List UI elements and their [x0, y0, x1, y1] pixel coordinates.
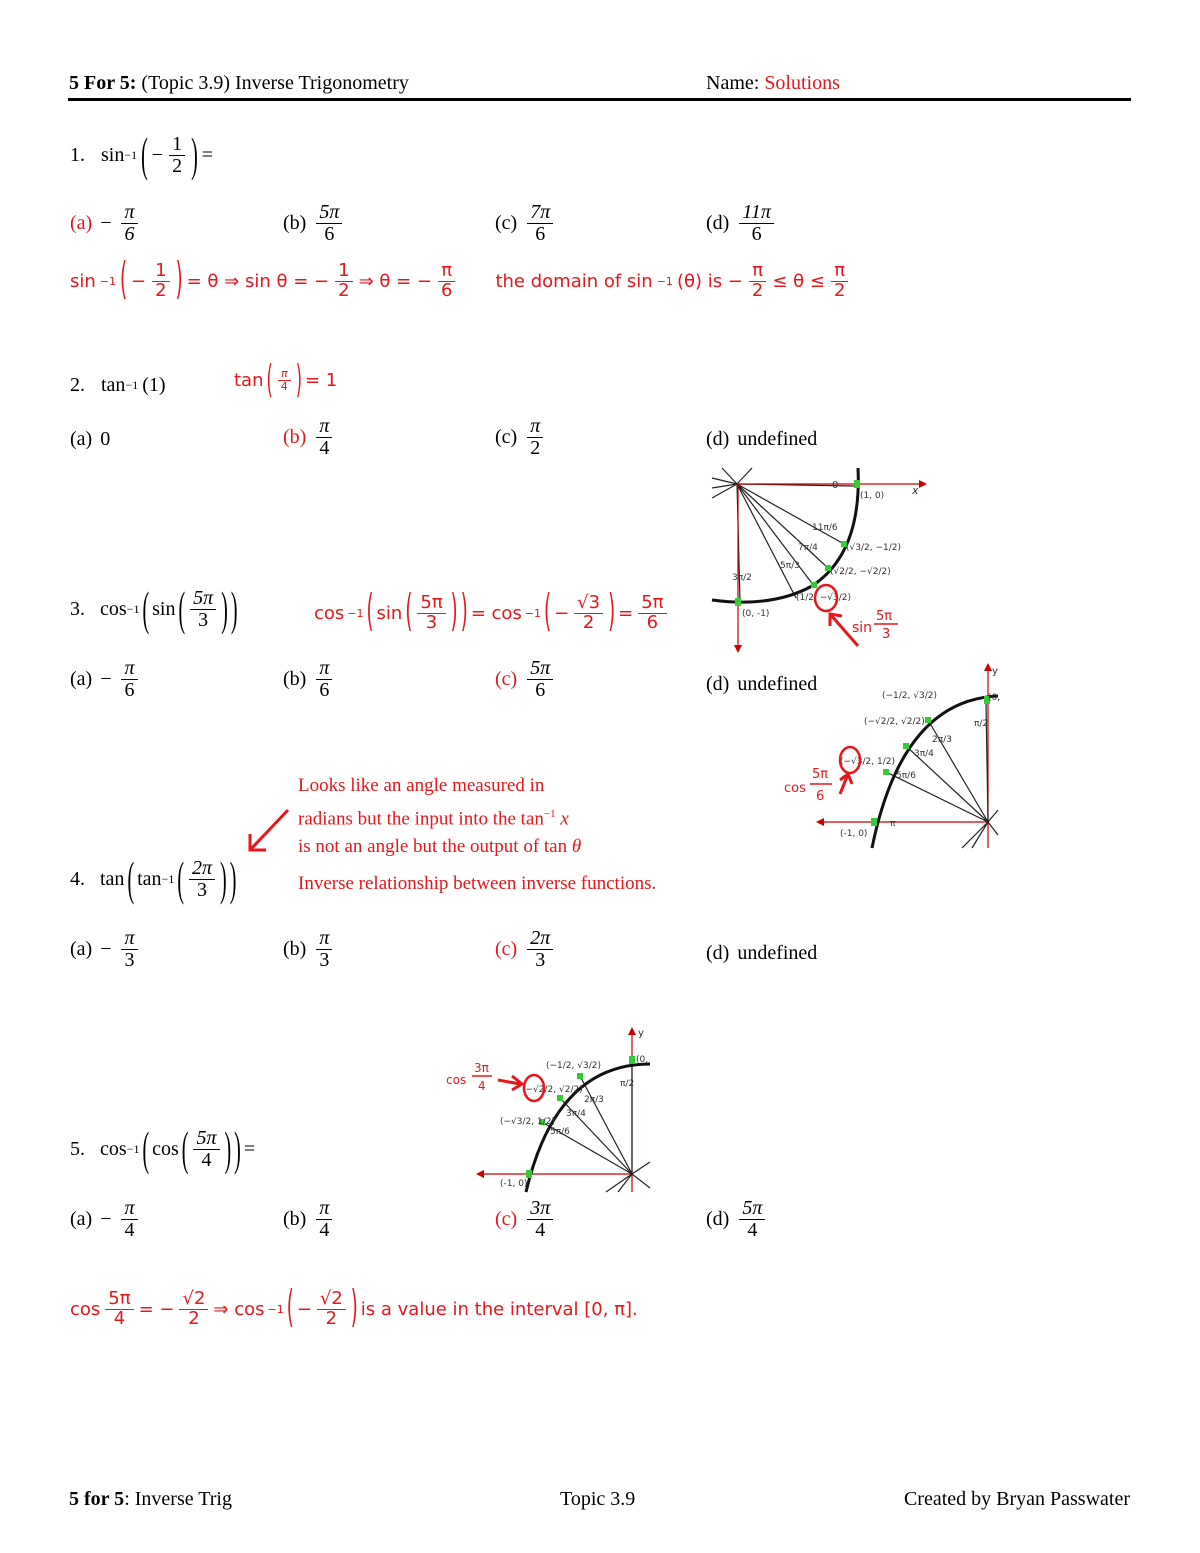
q4-note-line1: Looks like an angle measured in	[298, 775, 545, 796]
q3-work-exp2: −1	[524, 606, 542, 620]
point-b-label: (√2/2, −√2/2)	[830, 567, 891, 577]
q1-domain-mid: (θ) is −	[676, 270, 743, 292]
q3-d-label: (d)	[706, 673, 730, 695]
q4-option-a[interactable]	[70, 928, 140, 971]
q4-a-frac	[121, 928, 137, 971]
q3-work-ans	[638, 594, 666, 633]
q4-note3a: is not an angle but the output of tan	[298, 836, 568, 858]
footer-series: 5 for 5	[69, 1488, 125, 1510]
q3-c-num: 5π	[527, 658, 553, 680]
q3-work-cos: cos	[314, 602, 345, 624]
q4-c-den: 3	[535, 949, 546, 971]
axis-y-label: y	[638, 1028, 644, 1039]
note-num-label: 5π	[812, 767, 829, 782]
q5-exp: −1	[126, 1142, 140, 1156]
q1-lparen: (	[141, 129, 148, 182]
q4-prompt: 4. tan ( tan −1 ( $\frac{2\pi}{3}$ ) )	[70, 853, 237, 906]
q1-a-frac	[121, 202, 137, 245]
q4-a-den: 3	[124, 949, 135, 971]
q5-work-frac	[105, 1290, 133, 1329]
q3-c-label: (c)	[495, 668, 518, 690]
q1-a-den: 6	[124, 223, 135, 245]
q1-b-num: 5π	[316, 202, 342, 224]
q5-frac	[193, 1128, 219, 1171]
y-axis-arrow-icon	[628, 1027, 636, 1035]
point-a-label: (−1/2, √3/2)	[882, 691, 937, 701]
name-label: Name:	[706, 72, 760, 94]
q5-work-den: 4	[113, 1307, 126, 1329]
q3-prompt: 3. cos −1 ( sin ( $\frac{5\pi}{3}$ ) )	[70, 583, 238, 636]
q5-b-frac	[316, 1198, 332, 1241]
q1-work-num2: 1	[335, 262, 352, 282]
axis-x-label: x	[912, 484, 919, 497]
note-sin-label: sin	[852, 620, 873, 636]
q3-work-frac	[417, 594, 445, 633]
q3-work-exp: −1	[347, 606, 364, 620]
q5-a-label: (a)	[70, 1208, 93, 1230]
x-axis-arrow-icon	[816, 818, 824, 826]
q2-work-tan: tan	[234, 369, 264, 391]
q5-option-a[interactable]	[70, 1198, 140, 1241]
q1-c-num: 7π	[527, 202, 553, 224]
q1-b-frac	[316, 202, 342, 245]
q1-work-frac2	[335, 262, 352, 301]
q5-d-den: 4	[747, 1219, 758, 1241]
q3-den: 3	[198, 609, 209, 631]
q1-number: 1.	[70, 144, 85, 166]
q2-b-label: (b)	[283, 426, 307, 448]
angle-11pi6-label: 11π/6	[812, 523, 838, 533]
footer-title: : Inverse Trig	[124, 1488, 232, 1510]
q3-number: 3.	[70, 598, 85, 620]
q1-work-frac	[152, 262, 169, 301]
x-axis-arrow-icon	[476, 1170, 484, 1178]
q4-note-line4: Inverse relationship between inverse functions.	[298, 873, 657, 894]
q1-domain-exp: −1	[656, 274, 673, 288]
q5-prompt: 5. cos −1 ( cos ( $\frac{5\pi}{4}$ ) ) =	[70, 1123, 256, 1176]
q3-sin: sin	[152, 598, 176, 620]
note-den-label: 4	[478, 1079, 486, 1093]
q4-option-b[interactable]	[283, 928, 334, 971]
q5-work-num: 5π	[105, 1290, 133, 1310]
q2-prompt	[70, 374, 166, 397]
q4-note2exp: −1	[543, 808, 556, 820]
q2-b-num: π	[316, 416, 332, 438]
q5-work-two2: 2	[325, 1307, 338, 1329]
q5-option-b[interactable]	[283, 1198, 334, 1241]
q1-b-den: 6	[324, 223, 335, 245]
q4-a-num: π	[121, 928, 137, 950]
q1-exp: −1	[124, 148, 138, 162]
q1-option-b[interactable]	[283, 202, 344, 245]
q1-d-den: 6	[751, 223, 762, 245]
q2-c-den: 2	[530, 437, 541, 459]
q4-number: 4.	[70, 868, 85, 890]
q1-rparen: )	[191, 129, 198, 182]
q3-c-frac	[527, 658, 553, 701]
q5-d-frac	[739, 1198, 765, 1241]
q1-d-frac	[739, 202, 774, 245]
q5-cos: cos	[100, 1138, 127, 1160]
q1-domain-frac2	[831, 262, 848, 301]
q3-a-den: 6	[124, 679, 135, 701]
q4-note3b: θ	[571, 836, 582, 858]
q5-work-eq: = −	[138, 1298, 175, 1320]
q1-work-num: 1	[152, 262, 169, 282]
q1-prompt	[70, 129, 214, 182]
q1-work-mid: = θ ⇒ sin θ = −	[186, 270, 330, 292]
q3-work-eq1: = cos	[470, 602, 522, 624]
unit-circle-diagram-1	[712, 468, 937, 653]
q1-domain-two1: 2	[751, 279, 764, 301]
q1-work: sin −1 ( − $\frac{1}{2}$ ) = θ ⇒ sin θ = − $\frac{1}{2}$ ⇒ θ = − $\frac{\pi}{6}$ the domain of sin −1 (θ) is − $\frac{\pi}{2}$ ≤ θ ≤ $\frac{\pi}{2}$	[70, 262, 850, 301]
point-m1-0-label: (-1, 0)	[840, 829, 868, 839]
angle-pi2-label: π/2	[974, 719, 989, 729]
q5-work-rad2: √2	[317, 1290, 346, 1310]
q5-d-num: 5π	[739, 1198, 765, 1220]
axis-y-label: y	[992, 666, 998, 677]
q3-c-den: 6	[535, 679, 546, 701]
q1-domain-ineq: ≤ θ ≤	[772, 270, 825, 292]
unit-circle-diagram-2	[782, 660, 1001, 848]
q2-work-den: 4	[280, 379, 288, 393]
q5-den: 4	[201, 1149, 212, 1171]
q1-func: sin	[101, 144, 125, 166]
q3-work-frac2	[574, 594, 603, 633]
q3-option-a[interactable]	[70, 658, 140, 701]
note-cos-label: cos	[784, 781, 806, 796]
note-num-label: 5π	[876, 609, 893, 624]
q4-arrow-icon	[244, 808, 292, 854]
unit-circle-diagram-3	[446, 1024, 650, 1192]
q5-c-frac	[527, 1198, 553, 1241]
q4-tan: tan	[100, 868, 125, 890]
angle-pi2-label: π/2	[620, 1079, 635, 1089]
angle-2pi3-label: 2π/3	[932, 735, 952, 745]
q2-option-a[interactable]	[70, 428, 110, 451]
footer-center: Topic 3.9	[560, 1488, 636, 1510]
q4-d-val: undefined	[737, 942, 818, 964]
q1-domain-pi1: π	[749, 262, 766, 282]
q1-work-frac3	[438, 262, 455, 301]
q1-work-den2: 2	[338, 279, 350, 301]
q4-d-label: (d)	[706, 942, 730, 964]
q5-work-tail: is a value in the interval [0, π].	[360, 1298, 638, 1320]
q1-option-d[interactable]	[706, 202, 776, 245]
q1-d-num: 11π	[739, 202, 774, 224]
q2-b-den: 4	[319, 437, 330, 459]
q3-work-two: 2	[582, 611, 595, 633]
q5-c-den: 4	[535, 1219, 546, 1241]
q5-b-label: (b)	[283, 1208, 307, 1230]
q5-a-sign: −	[100, 1208, 112, 1230]
q4-option-c[interactable]	[495, 928, 555, 971]
q2-d-val: undefined	[737, 428, 818, 450]
q3-b-frac	[316, 658, 332, 701]
q1-equals: =	[201, 144, 214, 166]
q2-c-frac	[527, 416, 543, 459]
q3-a-sign: −	[100, 668, 112, 690]
angle-3pi4-label: 3π/4	[914, 749, 934, 759]
q1-num: 1	[169, 134, 185, 156]
q5-work: cos $\frac{5\pi}{4}$ = − $\frac{√2}{2}$ ⇒ cos −1 ( − $\frac{√2}{2}$ ) is a value in the interval [0, π].	[70, 1282, 638, 1334]
q4-num: 2π	[189, 858, 215, 880]
q3-work: cos −1 ( sin ( $\frac{5\pi}{3}$ ) ) = cos −1 ( − $\frac{√3}{2}$ ) = $\frac{5\pi}{6}$	[314, 594, 669, 633]
note-den-label: 6	[816, 789, 825, 804]
note-den-label: 3	[882, 627, 891, 642]
q1-c-den: 6	[535, 223, 546, 245]
point-top-label: (0,	[988, 693, 1001, 703]
point-b-label: (−√2/2, √2/2)	[864, 717, 925, 727]
q5-equals: =	[243, 1138, 256, 1160]
q4-b-den: 3	[319, 949, 330, 971]
name-field	[706, 72, 840, 95]
q4-note-line3	[298, 833, 581, 861]
q5-work-exp: −1	[267, 1302, 284, 1316]
header-series: 5 For 5:	[69, 72, 137, 94]
q1-option-c[interactable]	[495, 202, 555, 245]
y-axis-arrow-icon	[984, 663, 992, 671]
q4-c-frac	[527, 928, 553, 971]
q2-c-num: π	[527, 416, 543, 438]
header-topic: (Topic 3.9) Inverse Trigonometry	[141, 72, 409, 94]
q1-work-pi: π	[438, 262, 455, 282]
q5-option-d[interactable]	[706, 1198, 767, 1241]
x-axis-arrow-icon	[919, 480, 927, 488]
q4-c-num: 2π	[527, 928, 553, 950]
q4-note2b: x	[560, 808, 569, 830]
q5-work-cos: cos	[70, 1298, 101, 1320]
name-value: Solutions	[764, 72, 840, 94]
q2-option-b[interactable]	[283, 416, 334, 459]
q4-option-d[interactable]	[706, 942, 817, 965]
q2-arg: (1)	[142, 374, 166, 396]
q5-work-rad: √2	[179, 1290, 208, 1310]
q2-option-c[interactable]	[495, 416, 545, 459]
q1-domain-frac1	[749, 262, 766, 301]
q1-fraction	[169, 134, 185, 177]
point-c-label: (1/2, −√3/2)	[796, 593, 851, 603]
q1-domain-two2: 2	[833, 279, 846, 301]
y-axis-arrow-icon	[734, 645, 742, 653]
q3-work-den: 3	[425, 611, 438, 633]
q3-frac	[190, 588, 216, 631]
q5-work-frac3	[317, 1290, 346, 1329]
point-a-label: (√3/2, −1/2)	[846, 543, 901, 553]
q4-b-label: (b)	[283, 938, 307, 960]
angle-5pi6-label: 5π/6	[550, 1127, 570, 1137]
q4-c-label: (c)	[495, 938, 518, 960]
q3-work-eq2: =	[618, 602, 634, 624]
q3-work-ans-den: 6	[646, 611, 659, 633]
q1-domain-text: the domain of sin	[495, 270, 653, 292]
q4-note2a: radians but the input into the tan	[298, 808, 544, 830]
q2-work-num: π	[278, 368, 291, 381]
q2-exp: −1	[125, 378, 139, 392]
q5-option-c[interactable]	[495, 1198, 555, 1241]
q4-tan-inner: tan	[137, 868, 162, 890]
q5-b-num: π	[316, 1198, 332, 1220]
q2-d-label: (d)	[706, 428, 730, 450]
q2-work: tan ( $\frac{\pi}{4}$ ) = 1	[234, 356, 338, 402]
q3-a-frac	[121, 658, 137, 701]
q5-a-frac	[121, 1198, 137, 1241]
q1-c-frac	[527, 202, 553, 245]
q4-b-frac	[316, 928, 332, 971]
q1-den: 2	[172, 155, 183, 177]
q3-b-label: (b)	[283, 668, 307, 690]
q1-b-label: (b)	[283, 212, 307, 234]
angle-5pi6-label: 5π/6	[896, 771, 916, 781]
point-b-label: (−√2/2, √2/2)	[522, 1085, 583, 1095]
footer-right: Created by Bryan Passwater	[903, 1488, 1130, 1510]
header-title	[69, 72, 409, 95]
q3-d-val: undefined	[737, 673, 818, 695]
q2-a-val: 0	[100, 428, 111, 450]
q1-minus: −	[151, 144, 164, 166]
angle-7pi4-label: 7π/4	[798, 543, 818, 553]
angle-2pi3-label: 2π/3	[584, 1095, 604, 1105]
q2-func: tan	[101, 374, 126, 396]
note-num-label: 3π	[474, 1061, 489, 1075]
q4-a-sign: −	[100, 938, 112, 960]
q1-a-num: π	[121, 202, 137, 224]
q2-a-label: (a)	[70, 428, 93, 450]
point-m1-0-label: (-1, 0)	[500, 1179, 528, 1189]
q5-work-two: 2	[188, 1307, 200, 1329]
q4-b-num: π	[316, 928, 332, 950]
q5-number: 5.	[70, 1138, 85, 1160]
q4-exp: −1	[161, 872, 175, 886]
axis-zero-label: 0	[832, 480, 839, 491]
q5-c-label: (c)	[495, 1208, 518, 1230]
q5-work-frac2	[179, 1290, 208, 1329]
q1-work-end: ⇒ θ = −	[358, 270, 432, 292]
q5-c-num: 3π	[527, 1198, 553, 1220]
q5-work-arrow: ⇒ cos	[213, 1298, 265, 1320]
q1-option-a[interactable]	[70, 202, 140, 245]
angle-3pi4-label: 3π/4	[566, 1109, 586, 1119]
header-rule	[68, 98, 1131, 101]
q3-a-label: (a)	[70, 668, 93, 690]
q1-a-sign: −	[100, 212, 112, 234]
q5-a-num: π	[121, 1198, 137, 1220]
q1-work-six: 6	[441, 279, 453, 301]
q2-b-frac	[316, 416, 332, 459]
q3-b-den: 6	[319, 679, 330, 701]
q3-cos: cos	[100, 598, 127, 620]
axis-pi-label: π	[890, 819, 896, 829]
q3-work-sin: sin	[376, 602, 403, 624]
q5-d-label: (d)	[706, 1208, 730, 1230]
point-0-m1-label: (0, -1)	[742, 609, 770, 619]
q3-a-num: π	[121, 658, 137, 680]
q1-work-exp: −1	[99, 274, 117, 288]
q5-cos-inner: cos	[152, 1138, 179, 1160]
q4-a-label: (a)	[70, 938, 93, 960]
angle-5pi3-label: 5π/3	[780, 561, 800, 571]
q1-work-sin: sin	[70, 270, 96, 292]
q3-exp: −1	[126, 602, 140, 616]
q1-c-label: (c)	[495, 212, 518, 234]
q1-domain-pi2: π	[831, 262, 848, 282]
q2-c-label: (c)	[495, 426, 518, 448]
angle-3pi2-label: 3π/2	[732, 573, 752, 583]
q1-work-den: 2	[155, 279, 167, 301]
note-cos-label: cos	[446, 1073, 467, 1087]
q3-num: 5π	[190, 588, 216, 610]
q1-a-label: (a)	[70, 212, 93, 234]
q3-work-rad: √3	[574, 594, 603, 614]
point-c-label: (−√3/2, 1/2)	[840, 757, 895, 767]
footer-left	[69, 1488, 232, 1511]
q2-option-d[interactable]	[706, 428, 817, 451]
q3-option-c[interactable]	[495, 658, 555, 701]
q1-d-label: (d)	[706, 212, 730, 234]
q2-number: 2.	[70, 374, 85, 396]
q5-num: 5π	[193, 1128, 219, 1150]
q5-a-den: 4	[124, 1219, 135, 1241]
q3-work-ans-num: 5π	[638, 594, 666, 614]
q2-work-eq: = 1	[305, 369, 338, 391]
q2-work-frac	[278, 368, 291, 392]
point-top-label: (0,	[636, 1055, 649, 1065]
point-1-0-label: (1, 0)	[860, 491, 885, 501]
q4-note-line2	[298, 800, 581, 833]
point-c-label: (−√3/2, 1/2)	[500, 1117, 555, 1127]
q3-b-num: π	[316, 658, 332, 680]
q3-work-num: 5π	[417, 594, 445, 614]
q4-note	[298, 772, 581, 861]
q4-frac	[189, 858, 215, 901]
q4-den: 3	[197, 879, 208, 901]
q3-option-b[interactable]	[283, 658, 334, 701]
point-a-label: (−1/2, √3/2)	[546, 1061, 601, 1071]
q5-b-den: 4	[319, 1219, 330, 1241]
